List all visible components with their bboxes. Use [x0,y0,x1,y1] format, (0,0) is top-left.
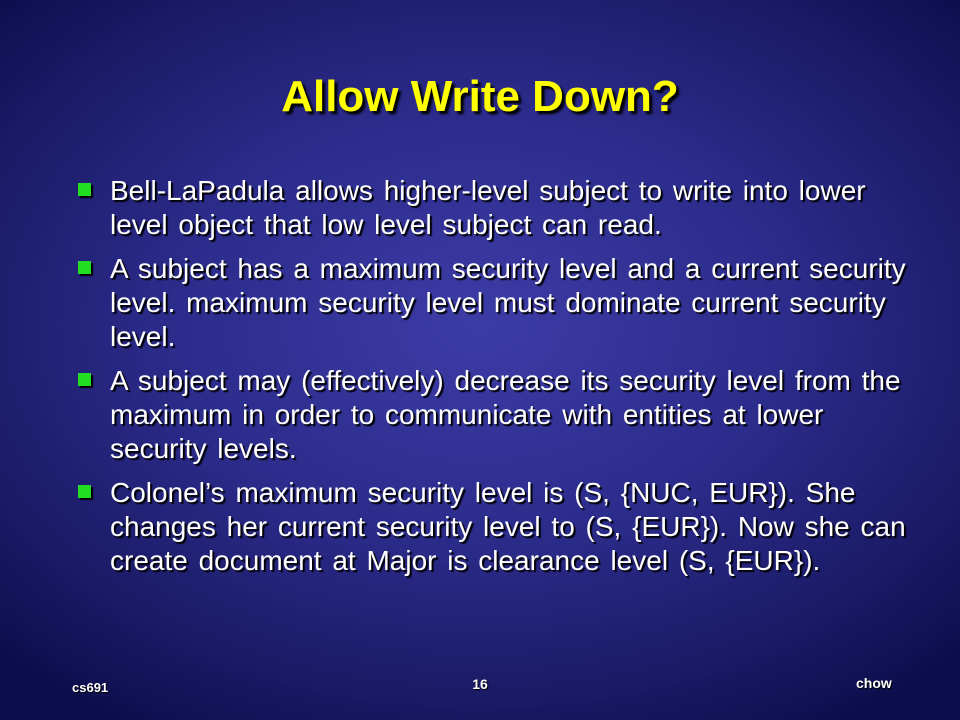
bullet-item [78,174,928,242]
square-bullet-icon [78,485,91,498]
bullet-text: Colonel’s maximum security level is (S, {NUC, EUR}). She changes her current security level to (S, {EUR}). Now she can create document at Major is clearance level (S, {EUR}). [110,477,906,576]
square-bullet-icon [78,373,91,386]
bullet-item [78,252,928,354]
bullet-list [78,174,928,588]
square-bullet-icon [78,183,91,196]
page-number: 16 [472,676,488,692]
bullet-text: A subject has a maximum security level and a current security level. maximum security level must dominate current security level. [110,253,906,352]
footer-course-label: cs691 [72,680,109,695]
footer-author-label: chow [856,675,892,691]
square-bullet-icon [78,261,91,274]
bullet-item [78,476,928,578]
slide-title: Allow Write Down? [281,72,679,121]
bullet-text: Bell-LaPadula allows higher-level subject to write into lower level object that low level subject can read. [110,175,866,240]
bullet-text: A subject may (effectively) decrease its security level from the maximum in order to communicate with entities at lower security levels. [110,365,901,464]
bullet-item [78,364,928,466]
